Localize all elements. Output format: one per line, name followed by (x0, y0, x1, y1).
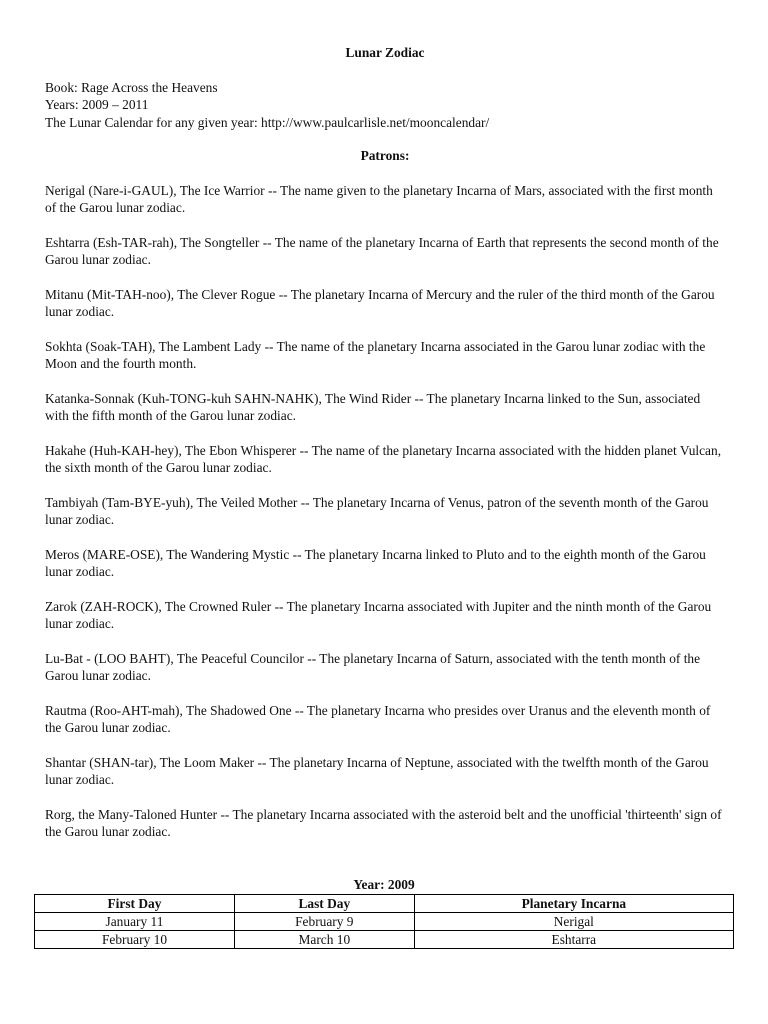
patron-entry: Rautma (Roo-AHT-mah), The Shadowed One -- The planetary Incarna who presides over Uranus and the eleventh month of the Garou lunar zodiac. (45, 702, 711, 735)
patron-entry: Nerigal (Nare-i-GAUL), The Ice Warrior -- The name given to the planetary Incarna of Mars, associated with the first month of the Garou lunar zodiac. (45, 182, 713, 215)
column-header-first-day: First Day (35, 895, 235, 913)
patron-entry: Lu-Bat - (LOO BAHT), The Peaceful Councilor -- The planetary Incarna of Saturn, associated with the tenth month of the Garou lunar zodiac. (45, 650, 701, 683)
lunar-calendar-table (34, 894, 734, 949)
meta-years: Years: 2009 – 2011 (45, 97, 149, 112)
cell-last-day: February 9 (234, 913, 414, 931)
table-header-row (35, 895, 734, 913)
patron-entry: Sokhta (Soak-TAH), The Lambent Lady -- The name of the planetary Incarna associated in the Garou lunar zodiac with the Moon and the fourth month. (45, 338, 706, 371)
patron-entry: Shantar (SHAN-tar), The Loom Maker -- The planetary Incarna of Neptune, associated with the twelfth month of the Garou lunar zodiac. (45, 754, 709, 787)
column-header-planetary-incarna: Planetary Incarna (414, 895, 733, 913)
meta-calendar-link: The Lunar Calendar for any given year: http://www.paulcarlisle.net/mooncalendar/ (45, 114, 490, 130)
patron-entry: Rorg, the Many-Taloned Hunter -- The planetary Incarna associated with the asteroid belt and the unofficial 'thirteenth' sign of the Garou lunar zodiac. (45, 806, 722, 839)
cell-planetary-incarna: Nerigal (414, 913, 733, 931)
cell-planetary-incarna: Eshtarra (414, 931, 733, 949)
patron-entry: Eshtarra (Esh-TAR-rah), The Songteller -- The name of the planetary Incarna of Earth that represents the second month of the Garou lunar zodiac. (45, 234, 719, 267)
patron-entry: Tambiyah (Tam-BYE-yuh), The Veiled Mother -- The planetary Incarna of Venus, patron of the seventh month of the Garou lunar zodiac. (45, 494, 709, 527)
patron-entry: Hakahe (Huh-KAH-hey), The Ebon Whisperer -- The name of the planetary Incarna associated with the hidden planet Vulcan, the sixth month of the Garou lunar zodiac. (45, 442, 722, 475)
year-heading: Year: 2009 (353, 877, 415, 892)
table-row (35, 913, 734, 931)
patron-entry: Mitanu (Mit-TAH-noo), The Clever Rogue -- The planetary Incarna of Mercury and the ruler of the third month of the Garou lunar zodiac. (45, 286, 715, 319)
table-row (35, 931, 734, 949)
cell-last-day: March 10 (234, 931, 414, 949)
patron-entry: Zarok (ZAH-ROCK), The Crowned Ruler -- The planetary Incarna associated with Jupiter and the ninth month of the Garou lunar zodiac. (45, 598, 712, 631)
meta-block (45, 79, 725, 132)
cell-first-day: January 11 (35, 913, 235, 931)
meta-book: Book: Rage Across the Heavens (45, 79, 218, 95)
patron-entry: Katanka-Sonnak (Kuh-TONG-kuh SAHN-NAHK), The Wind Rider -- The planetary Incarna linked to the Sun, associated with the fifth month of the Garou lunar zodiac. (45, 390, 701, 423)
patrons-list (45, 182, 725, 841)
document-page (45, 44, 725, 858)
patrons-heading: Patrons: (360, 148, 410, 163)
patron-entry: Meros (MARE-OSE), The Wandering Mystic -- The planetary Incarna linked to Pluto and to the eighth month of the Garou lunar zodiac. (45, 546, 706, 579)
column-header-last-day: Last Day (234, 895, 414, 913)
document-title: Lunar Zodiac (345, 45, 425, 60)
cell-first-day: February 10 (35, 931, 235, 949)
